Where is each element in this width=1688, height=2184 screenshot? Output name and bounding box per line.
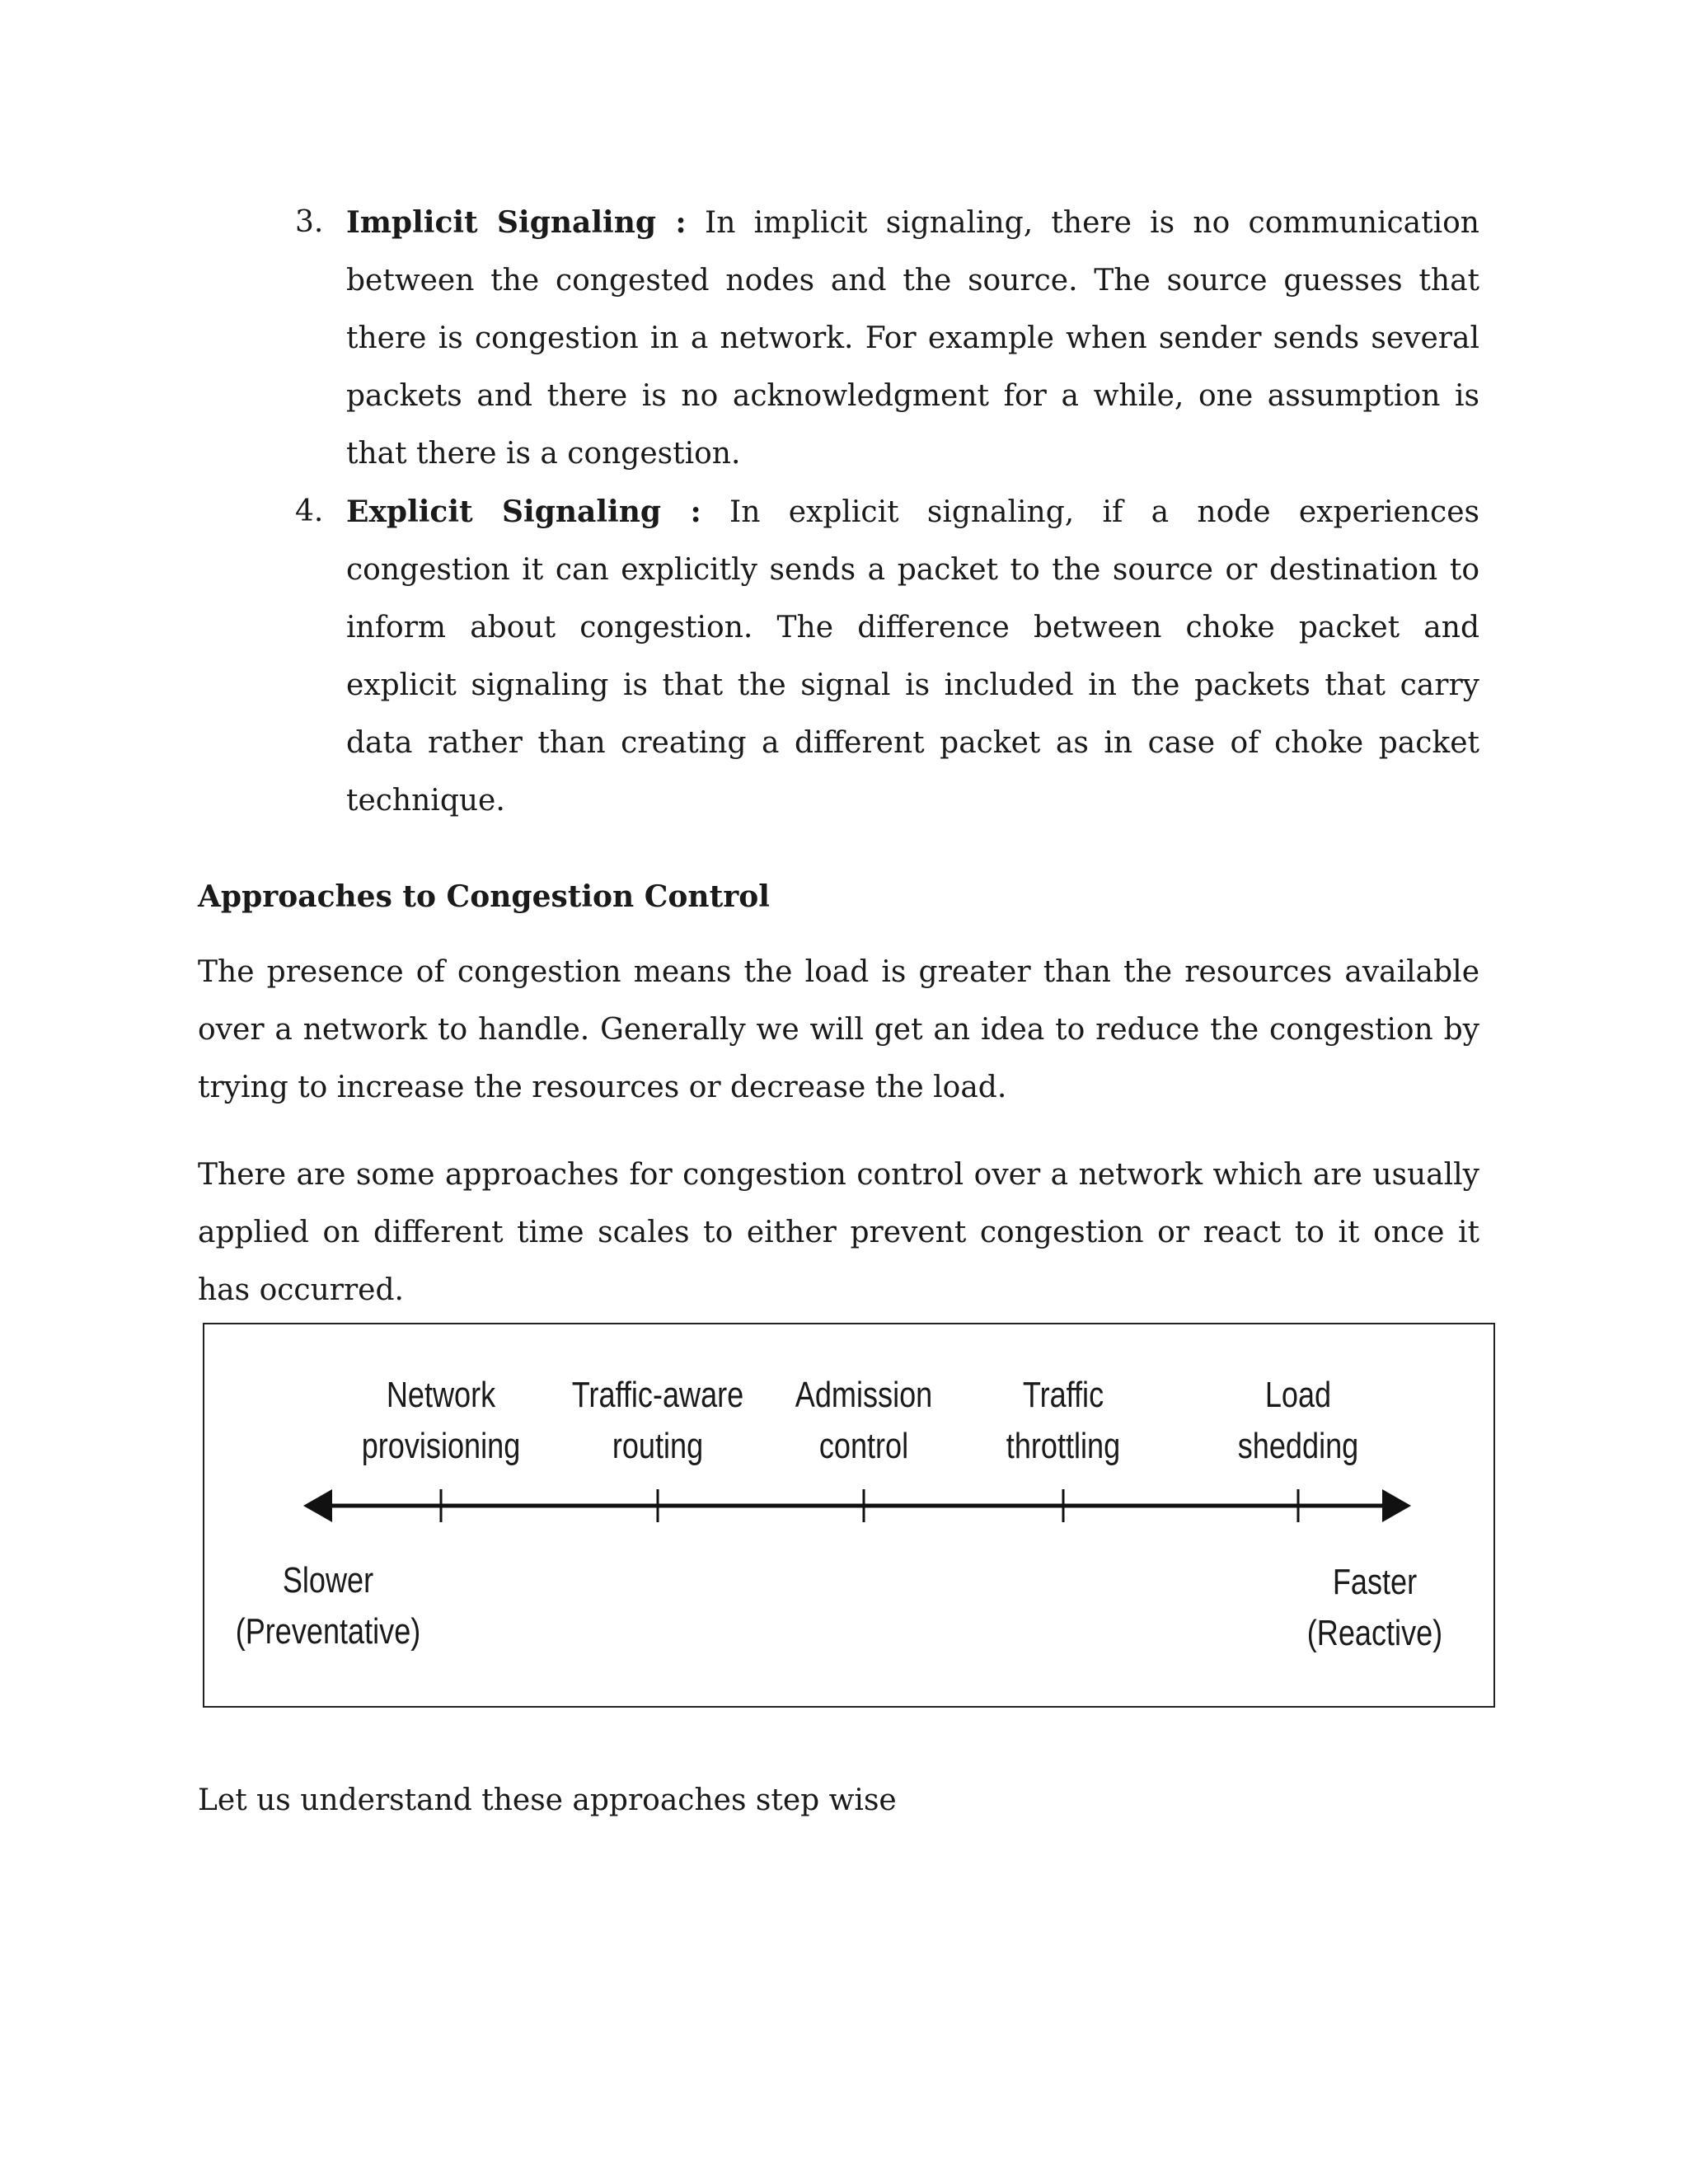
right-end-label: Faster (Reactive) (1306, 1562, 1443, 1653)
list-number: 4. (295, 494, 324, 528)
document-body (198, 194, 1479, 1349)
right-arrowhead (1382, 1489, 1411, 1522)
congestion-timescale-figure (203, 1323, 1495, 1708)
left-end-label: Slower (Preventative) (235, 1560, 421, 1652)
approach-traffic-aware-routing: Traffic-aware routing (571, 1375, 744, 1466)
list-item-explicit-signaling (198, 483, 1479, 830)
approach-network-provisioning: Network provisioning (361, 1375, 521, 1466)
list-number: 3. (295, 205, 324, 239)
approach-admission-control: Admission control (795, 1375, 933, 1466)
list-text: In implicit signaling, there is no communication between the congested nodes and the source. The source guesses that there is congestion in a network. For example when sender sends several packets and there is no acknowledgment for a while, one assumption is that there is a congestion. (346, 206, 1479, 471)
list-item-implicit-signaling (198, 194, 1479, 483)
list-text: In explicit signaling, if a node experiences congestion it can explicitly sends a packet to the source or destination to inform about congestion. The difference between choke packet and explicit signaling is that the signal is included in the packets that carry data rather than creating a different packet as in case of choke packet technique. (346, 495, 1479, 818)
list-term: Implicit Signaling : (346, 205, 687, 240)
paragraph: The presence of congestion means the load is greater than the resources available over a network to handle. Generally we will get an idea to reduce the congestion by trying to increase the resources or decrease the load. (198, 955, 1479, 1104)
section-heading: Approaches to Congestion Control (198, 879, 770, 914)
list-term: Explicit Signaling : (346, 494, 701, 529)
left-arrowhead (303, 1489, 332, 1522)
approach-load-shedding: Load shedding (1237, 1375, 1359, 1466)
approach-traffic-throttling: Traffic throttling (1006, 1375, 1121, 1466)
paragraph: There are some approaches for congestion control over a network which are usually applied on different time scales to either prevent congestion or react to it once it has occurred. (198, 1158, 1479, 1307)
closing-sentence: Let us understand these approaches step wise (198, 1783, 897, 1817)
